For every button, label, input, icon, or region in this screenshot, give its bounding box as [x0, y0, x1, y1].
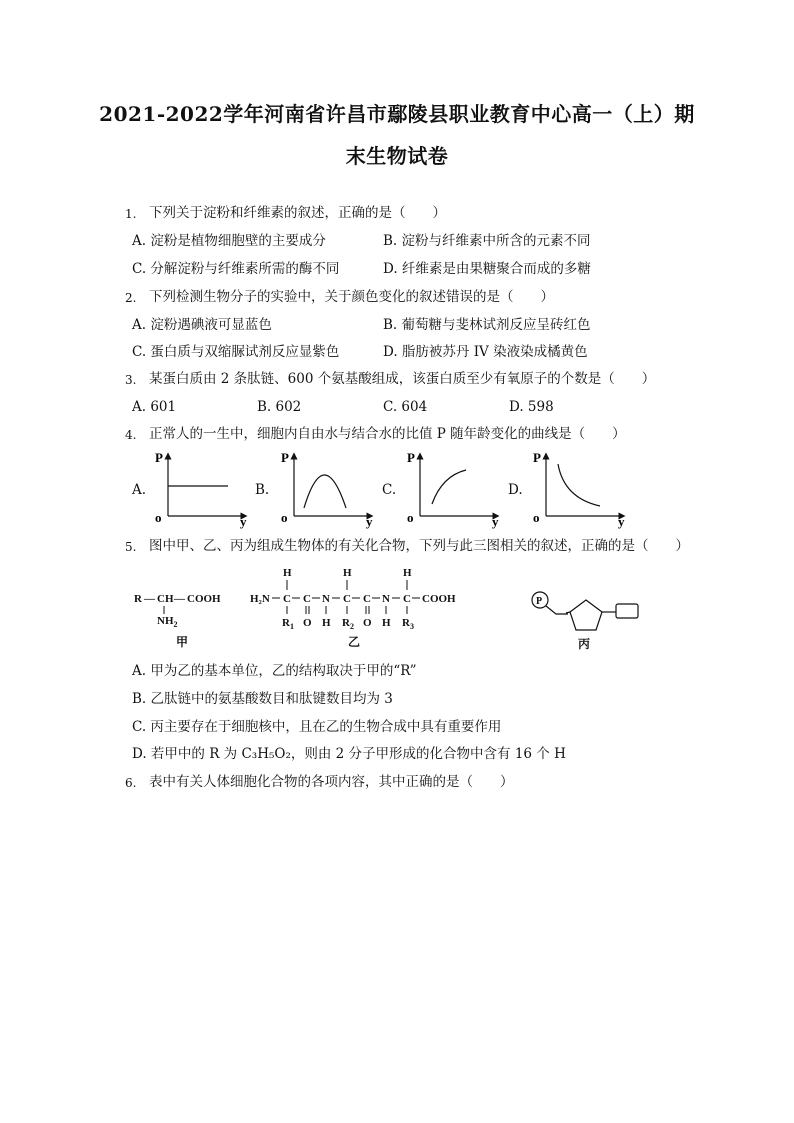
option-a: A. 淀粉遇碘液可显蓝色	[132, 317, 272, 333]
figure-compounds	[120, 560, 660, 660]
yi-h3: H	[403, 567, 412, 579]
bing-label: 丙	[578, 637, 591, 651]
curve-decrease	[558, 464, 600, 506]
y-axis-label: P	[407, 450, 415, 465]
yi-cooh: COOH	[422, 593, 456, 605]
yi-label: 乙	[348, 635, 361, 649]
option-c: C. 分解淀粉与纤维素所需的酶不同	[132, 261, 340, 277]
question-number: 6.	[125, 776, 137, 790]
yi-h1: H	[283, 567, 292, 579]
pentose-ring	[570, 600, 602, 630]
jia-ch: CH	[157, 593, 174, 605]
option-c: C. 604	[383, 399, 428, 415]
question-number: 3.	[125, 373, 137, 387]
yi-c1b: C	[303, 593, 311, 605]
origin-label: o	[533, 510, 540, 525]
yi-c1: C	[283, 593, 291, 605]
graph-b	[278, 450, 378, 530]
question-text: 表中有关人体细胞化合物的各项内容，其中正确的是（ ）	[149, 774, 514, 790]
option-d: D. 脂肪被苏丹 IV 染液染成橘黄色	[383, 344, 588, 360]
origin-label: o	[155, 510, 162, 525]
jia-r: R	[134, 593, 142, 605]
jia-bond-2: —	[174, 593, 185, 605]
origin-label: o	[281, 510, 288, 525]
y-axis-label: P	[533, 450, 541, 465]
x-axis-label: y	[366, 514, 373, 529]
graph-c	[404, 450, 504, 530]
option-c: C.	[382, 482, 397, 498]
bing-phosphate: P	[536, 596, 543, 607]
option-a: A. 淀粉是植物细胞壁的主要成分	[132, 233, 326, 249]
origin-label: o	[407, 510, 414, 525]
option-d: D. 598	[509, 399, 554, 415]
yi-n2: N	[382, 593, 390, 605]
question-text: 图中甲、乙、丙为组成生物体的有关化合物，下列与此三图相关的叙述，正确的是（ ）	[149, 538, 689, 554]
option-b: B.	[255, 482, 270, 498]
yi-o2: O	[363, 617, 372, 629]
x-axis-label: y	[492, 514, 499, 529]
question-text: 下列检测生物分子的实验中，关于颜色变化的叙述错误的是（ ）	[149, 289, 554, 305]
option-c: C. 丙主要存在于细胞核中，且在乙的生物合成中具有重要作用	[132, 719, 502, 735]
jia-label: 甲	[176, 635, 189, 649]
yi-o1: O	[303, 617, 312, 629]
option-a: A.	[132, 482, 147, 498]
option-b: B. 602	[257, 399, 302, 415]
question-text: 下列关于淀粉和纤维素的叙述，正确的是（ ）	[149, 205, 446, 221]
yi-c2: C	[343, 593, 351, 605]
yi-c3: C	[403, 593, 411, 605]
question-number: 1.	[125, 207, 137, 221]
graph-d	[530, 450, 630, 530]
question-text: 正常人的一生中，细胞内自由水与结合水的比值 P 随年龄变化的曲线是（ ）	[149, 426, 626, 442]
question-number: 5.	[125, 540, 137, 554]
yi-nh2: H	[382, 617, 391, 629]
question-number: 4.	[125, 428, 137, 442]
option-c: C. 蛋白质与双缩脲试剂反应显紫色	[132, 344, 340, 360]
yi-r3: $R_3$	[402, 617, 414, 631]
curve-rise-fall	[304, 475, 346, 508]
option-a: A. 甲为乙的基本单位，乙的结构取决于甲的“R”	[132, 663, 417, 679]
option-b: B. 葡萄糖与斐林试剂反应呈砖红色	[383, 317, 591, 333]
curve-increase	[432, 470, 466, 504]
x-axis-label: y	[240, 514, 247, 529]
graph-a	[152, 450, 252, 530]
jia-nh2: $NH_2$	[157, 615, 178, 629]
question-number: 2.	[125, 291, 137, 305]
option-a: A. 601	[132, 399, 177, 415]
yi-r1: $R_1$	[282, 617, 294, 631]
yi-h2: H	[343, 567, 352, 579]
exam-title-line-2: 末生物试卷	[345, 144, 449, 168]
option-d: D. 若甲中的 R 为 C₃H₅O₂，则由 2 分子甲形成的化合物中含有 16 个 H	[132, 746, 566, 762]
yi-h2n: H₂N	[250, 593, 270, 605]
exam-title-line-1: 2021-2022学年河南省许昌市鄢陵县职业教育中心高一（上）期	[99, 102, 695, 126]
jia-bond-1: —	[144, 593, 155, 605]
yi-c2b: C	[363, 593, 371, 605]
jia-cooh: COOH	[187, 593, 221, 605]
question-text: 某蛋白质由 2 条肽链、600 个氨基酸组成，该蛋白质至少有氧原子的个数是（ ）	[149, 371, 656, 387]
option-b: B. 淀粉与纤维素中所含的元素不同	[383, 233, 591, 249]
option-d: D.	[508, 482, 523, 498]
x-axis-label: y	[618, 514, 625, 529]
yi-n1: N	[322, 593, 330, 605]
yi-nh1: H	[322, 617, 331, 629]
y-axis-label: P	[281, 450, 289, 465]
yi-r2: $R_2$	[342, 617, 354, 631]
option-b: B. 乙肽链中的氨基酸数目和肽键数目均为 3	[132, 691, 393, 707]
base-box	[616, 604, 638, 618]
y-axis-label: P	[155, 450, 163, 465]
option-d: D. 纤维素是由果糖聚合而成的多糖	[383, 261, 591, 277]
